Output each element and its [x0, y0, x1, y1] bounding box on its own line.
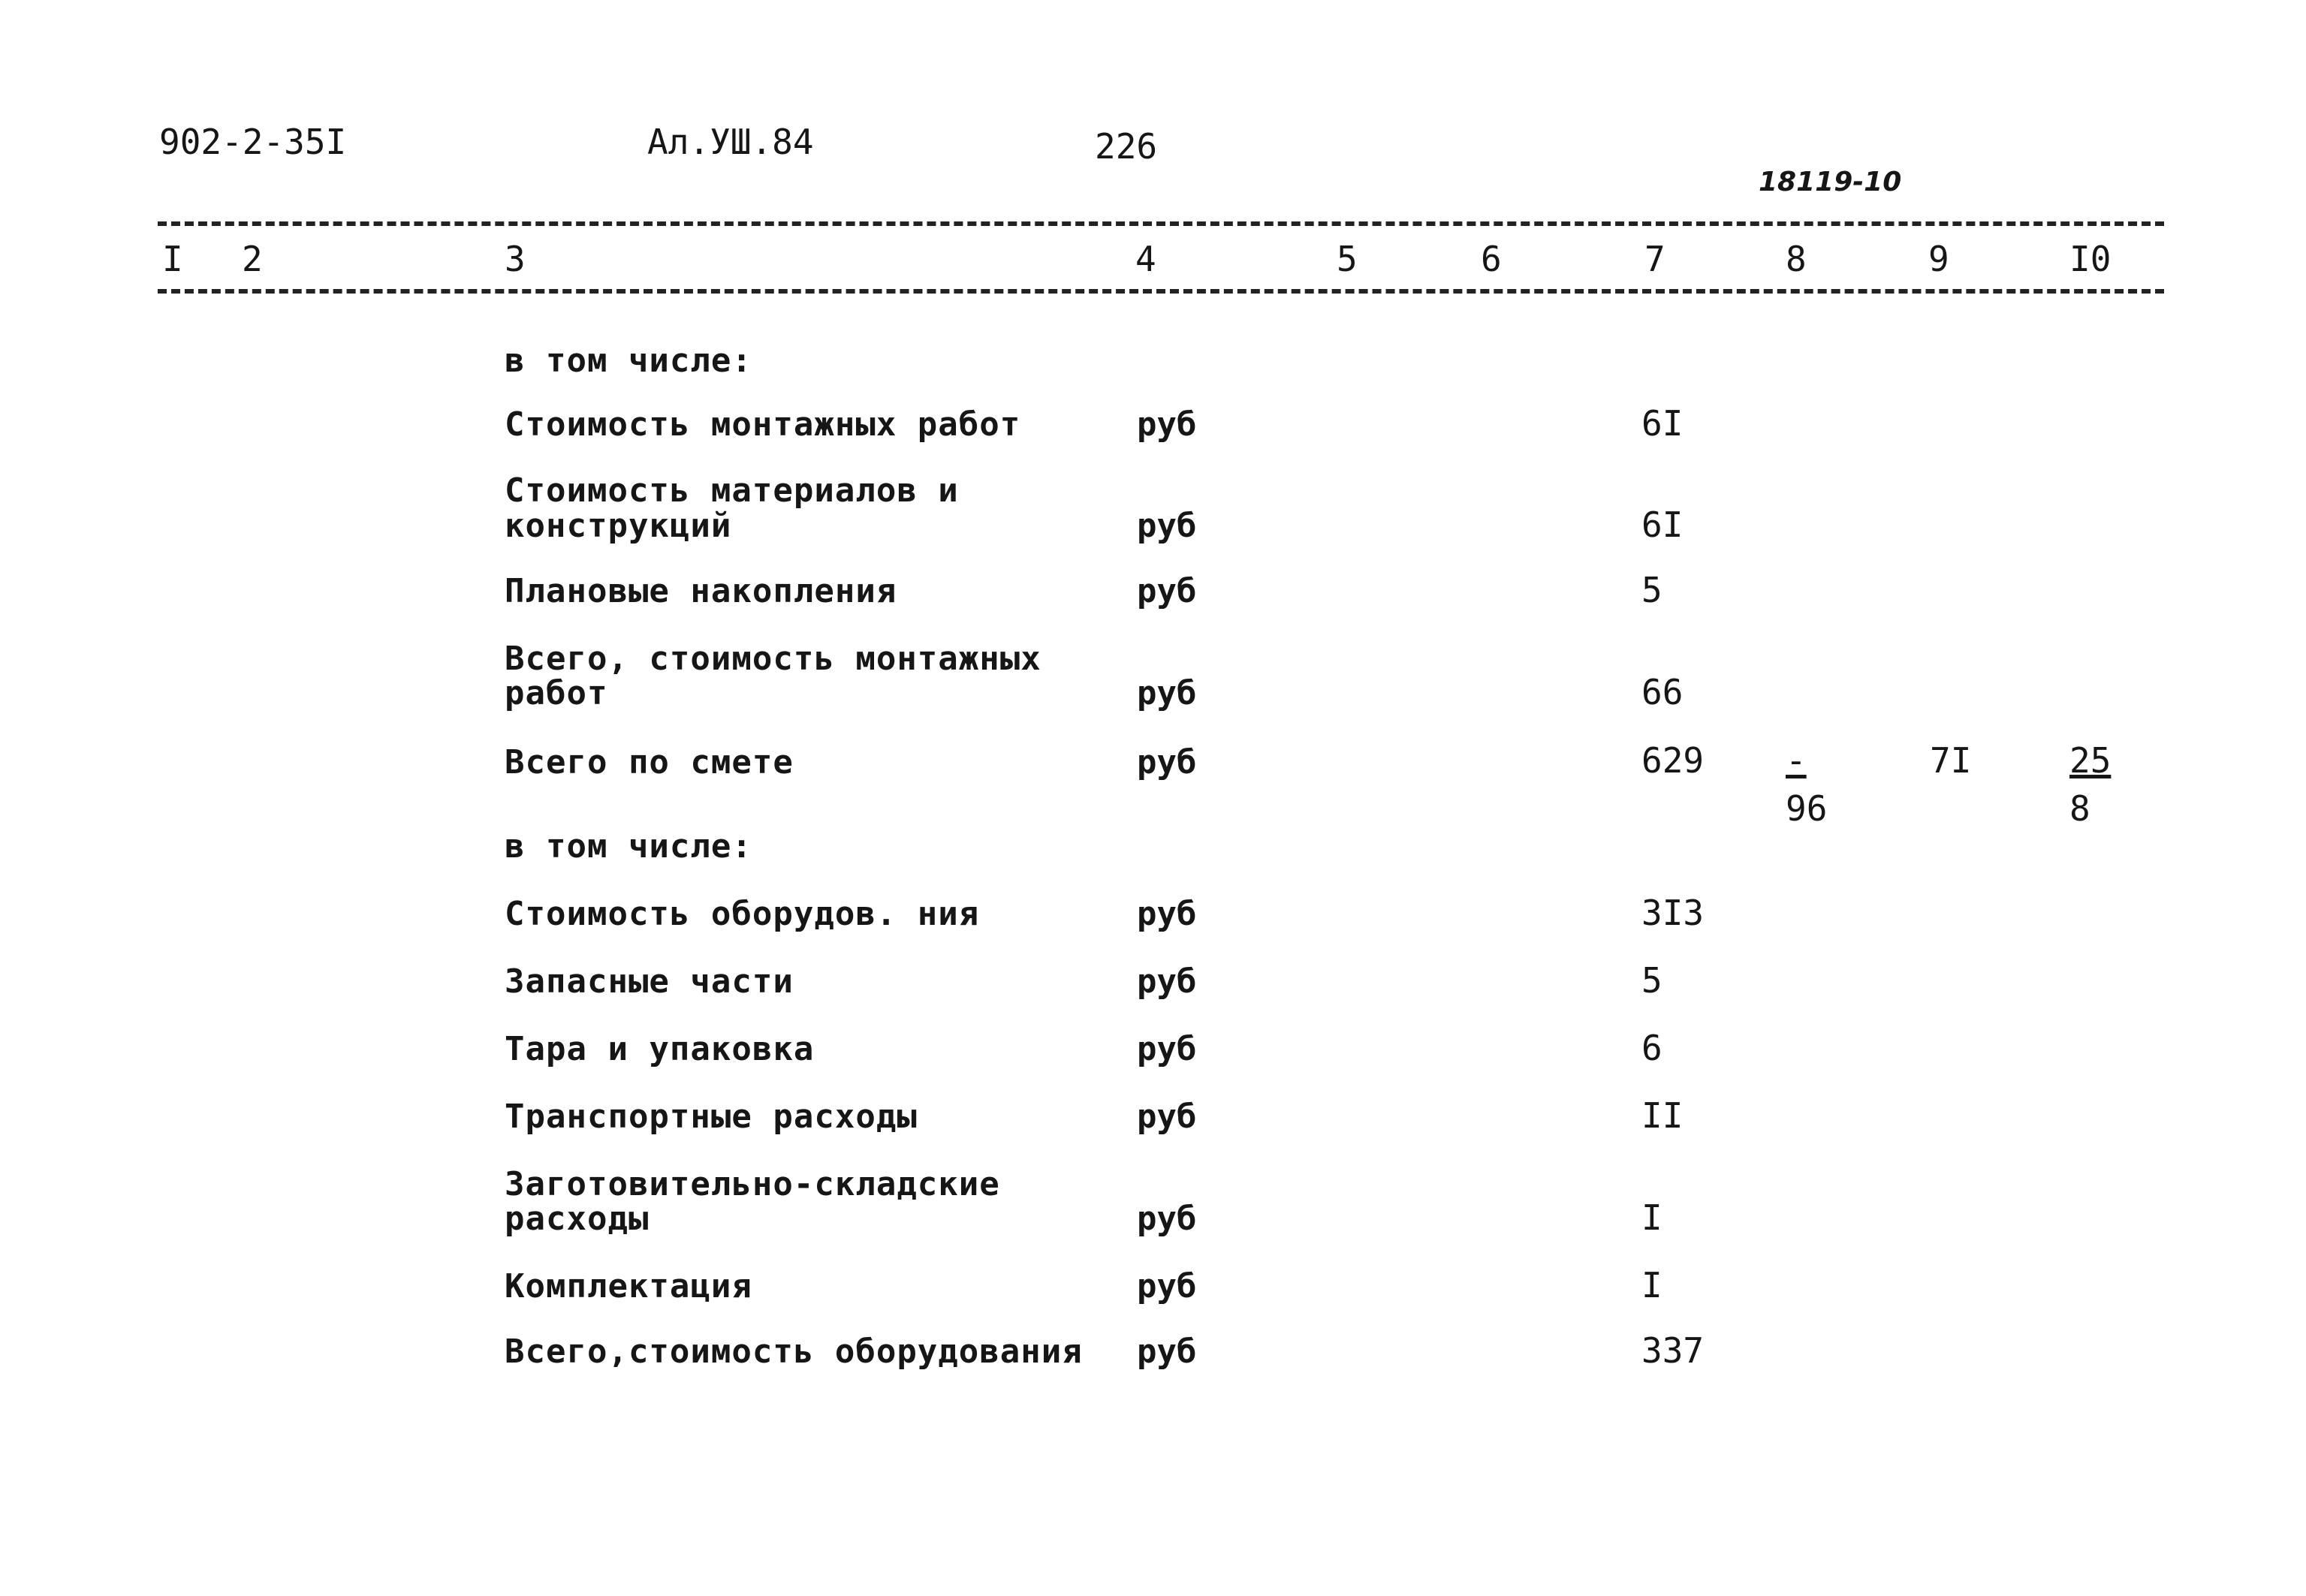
row-col7-value: I: [1641, 1197, 1662, 1238]
row-unit: руб: [1137, 1200, 1197, 1238]
row-unit: руб: [1137, 743, 1197, 781]
row-col7-value: 5: [1641, 960, 1662, 1001]
row-label: Транспортные расходы: [505, 1098, 918, 1136]
row-col7-value: 6I: [1641, 504, 1684, 545]
row-unit: руб: [1137, 572, 1197, 610]
row-unit: руб: [1137, 895, 1197, 933]
column-number-5: 5: [1337, 239, 1358, 279]
column-number-3: 3: [505, 239, 526, 279]
row-label-continued: расходы: [505, 1200, 650, 1238]
header-bottom-rule: [158, 289, 2164, 294]
column-number-1: I: [162, 239, 183, 279]
row-col7-value: 3I3: [1641, 893, 1705, 933]
column-number-2: 2: [242, 239, 263, 279]
row-col7-value: I: [1641, 1265, 1662, 1305]
row-label-continued: работ: [505, 674, 608, 712]
document-code: 902-2-35I: [159, 122, 347, 162]
row-label: в том числе:: [505, 342, 752, 380]
row-col10-denominator: 8: [2069, 788, 2090, 829]
row-unit: руб: [1137, 1030, 1197, 1068]
row-label: Плановые накопления: [505, 572, 897, 610]
page-number: 226: [1095, 126, 1158, 167]
row-label: Всего, стоимость монтажных: [505, 640, 1041, 678]
row-unit: руб: [1137, 674, 1197, 712]
column-number-8: 8: [1786, 239, 1807, 279]
row-label-continued: конструкций: [505, 507, 732, 545]
row-label: Стоимость оборудов. ния: [505, 895, 980, 933]
column-number-6: 6: [1481, 239, 1502, 279]
row-col8-denominator: 96: [1786, 788, 1828, 829]
row-unit: руб: [1137, 507, 1197, 545]
row-unit: руб: [1137, 405, 1197, 444]
column-number-10: I0: [2069, 239, 2112, 279]
row-col9-value: 7I: [1930, 740, 1972, 781]
album-number: Ал.УШ.84: [647, 122, 814, 162]
row-label: в том числе:: [505, 827, 752, 866]
row-col7-value: II: [1641, 1095, 1684, 1136]
row-col7-value: 5: [1641, 570, 1662, 610]
row-unit: руб: [1137, 1267, 1197, 1305]
row-col7-value: 6I: [1641, 403, 1684, 444]
row-col10-numerator: 25: [2069, 740, 2112, 781]
row-col7-value: 66: [1641, 672, 1684, 712]
row-col7-value: 6: [1641, 1028, 1662, 1068]
column-number-7: 7: [1644, 239, 1665, 279]
column-number-9: 9: [1928, 239, 1949, 279]
row-col8-numerator: -: [1786, 740, 1807, 781]
row-label: Запасные части: [505, 962, 794, 1001]
row-unit: руб: [1137, 1333, 1197, 1371]
row-col7-value: 337: [1641, 1330, 1705, 1371]
row-label: Стоимость материалов и: [505, 471, 959, 510]
header-top-rule: [158, 221, 2164, 226]
row-col7-value: 629: [1641, 740, 1705, 781]
row-label: Тара и упаковка: [505, 1030, 815, 1068]
column-number-4: 4: [1135, 239, 1156, 279]
row-label: Заготовительно-складские: [505, 1165, 1000, 1203]
row-label: Стоимость монтажных работ: [505, 405, 1021, 444]
row-label: Всего по смете: [505, 743, 794, 781]
handwritten-note: 18119-10: [1759, 167, 1902, 197]
row-label: Комплектация: [505, 1267, 752, 1305]
row-unit: руб: [1137, 1098, 1197, 1136]
row-unit: руб: [1137, 962, 1197, 1001]
row-label: Всего,стоимость оборудования: [505, 1333, 1083, 1371]
